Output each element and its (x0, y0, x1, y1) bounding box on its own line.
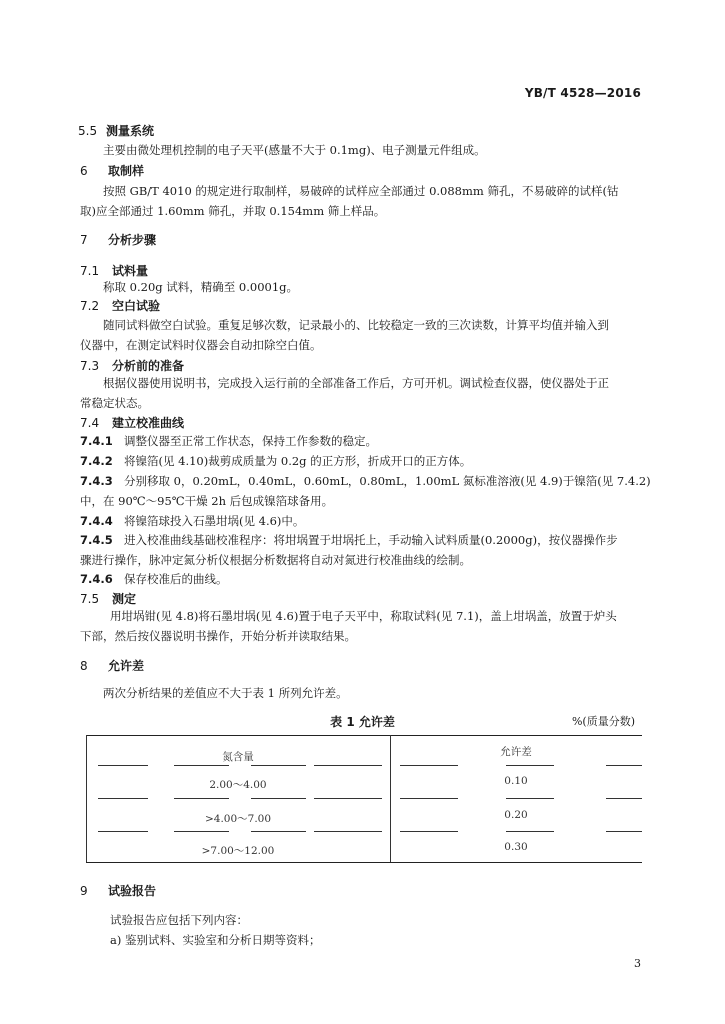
document-code: YB/T 4528—2016 (524, 86, 641, 100)
section-title: 分析步骤 (108, 233, 157, 247)
section-title: 空白试验 (112, 299, 161, 313)
section-6-heading (80, 165, 144, 177)
section-number: 7.3 (80, 359, 100, 373)
table-rule (314, 831, 382, 832)
table-rule (606, 831, 642, 832)
table-cell-nitrogen: >7.00～12.00 (201, 845, 275, 857)
table-rule (506, 798, 554, 799)
paragraph-line: 中，在 90℃～95℃干燥 2h 后包成镍箔球备用。 (80, 494, 334, 508)
table-rule (98, 831, 148, 832)
paragraph-line: 随同试料做空白试验。重复足够次数，记录最小的、比较稳定一致的三次读数，计算平均值并输入到 (103, 318, 609, 332)
paragraph-line: 下部，然后按仪器说明书操作，开始分析并读取结果。 (80, 629, 356, 643)
section-title: 试料量 (112, 264, 149, 278)
table-rule (174, 831, 229, 832)
paragraph-line: 称取 0.20g 试料，精确至 0.0001g。 (103, 280, 299, 294)
subsection-text: 将镍箔球投入石墨坩埚(见 4.6)中。 (124, 514, 305, 528)
subsection-7-4-6 (80, 574, 228, 586)
subsection-text: 保存校准后的曲线。 (124, 572, 228, 586)
table-rule (251, 831, 306, 832)
subsection-7-4-1 (80, 436, 377, 448)
paragraph-line: 取)应全部通过 1.60mm 筛孔，并取 0.154mm 筛上样品。 (80, 204, 386, 218)
section-number: 7.4 (80, 416, 100, 430)
section-7-4-heading (80, 417, 184, 429)
table-rule (314, 765, 382, 766)
paragraph-line: 常稳定状态。 (80, 396, 149, 410)
allowable-difference-table (86, 735, 642, 863)
section-number: 7.5 (80, 592, 100, 606)
subsection-text: 将镍箔(见 4.10)裁剪成质量为 0.2g 的正方形，折成开口的正方体。 (124, 454, 472, 468)
table-rule (251, 798, 306, 799)
section-title: 取制样 (108, 164, 145, 178)
subsection-number: 7.4.6 (80, 572, 113, 586)
paragraph-line: a) 鉴别试料、实验室和分析日期等资料； (110, 933, 321, 947)
table-caption: 表 1 允许差 (330, 715, 395, 729)
section-9-heading (80, 885, 156, 897)
section-number: 7.1 (80, 264, 100, 278)
table-rule (400, 765, 458, 766)
table-rule (506, 831, 554, 832)
section-number: 7 (80, 233, 88, 247)
column-header-nitrogen: 氮含量 (222, 751, 254, 763)
section-7-3-heading (80, 360, 184, 372)
section-7-heading (80, 234, 156, 246)
subsection-number: 7.4.4 (80, 514, 113, 528)
table-rule (314, 798, 382, 799)
subsection-number: 7.4.5 (80, 533, 113, 547)
subsection-text: 进入校准曲线基础校准程序：将坩埚置于坩埚托上，手动输入试料质量(0.2000g)，按仪器操作步 (124, 533, 618, 547)
table-cell-tolerance: 0.10 (504, 775, 528, 787)
section-7-2-heading (80, 300, 160, 312)
paragraph-line: 用坩埚钳(见 4.8)将石墨坩埚(见 4.6)置于电子天平中，称取试料(见 7.1)，盖上坩埚盖，放置于炉头 (110, 609, 617, 623)
section-title: 允许差 (108, 659, 145, 673)
section-number: 9 (80, 884, 88, 898)
table-cell-tolerance: 0.20 (504, 809, 528, 821)
section-title: 试验报告 (108, 884, 157, 898)
paragraph-line: 按照 GB/T 4010 的规定进行取制样，易破碎的试样应全部通过 0.088mm 筛孔，不易破碎的试样(钴 (103, 184, 619, 198)
table-rule (174, 798, 229, 799)
section-7-1-heading (80, 265, 148, 277)
section-number: 5.5 (78, 124, 98, 138)
table-rule (400, 831, 458, 832)
section-number: 6 (80, 164, 88, 178)
subsection-7-4-5 (80, 535, 618, 547)
column-header-tolerance: 允许差 (500, 746, 532, 758)
subsection-number: 7.4.2 (80, 454, 113, 468)
table-rule (400, 798, 458, 799)
table-rule (506, 765, 554, 766)
table-cell-nitrogen: >4.00～7.00 (204, 813, 272, 825)
subsection-7-4-3 (80, 476, 651, 488)
paragraph-line: 试验报告应包括下列内容： (110, 913, 248, 927)
paragraph-line: 主要由微处理机控制的电子天平(感量不大于 0.1mg)、电子测量元件组成。 (103, 143, 486, 157)
table-unit: %(质量分数) (571, 715, 635, 728)
table-cell-nitrogen: 2.00～4.00 (209, 779, 267, 791)
table-top-rule (86, 735, 642, 736)
table-rule (251, 765, 306, 766)
subsection-number: 7.4.3 (80, 474, 113, 488)
table-rule (606, 765, 642, 766)
paragraph-line: 骤进行操作，脉冲定氮分析仪根据分析数据将自动对氮进行校准曲线的绘制。 (80, 553, 471, 567)
section-title: 测量系统 (106, 124, 155, 138)
paragraph-line: 仪器中，在测定试料时仪器会自动扣除空白值。 (80, 338, 322, 352)
paragraph-line: 两次分析结果的差值应不大于表 1 所列允许差。 (103, 686, 348, 700)
section-number: 8 (80, 659, 88, 673)
subsection-7-4-2 (80, 456, 471, 468)
subsection-text: 分别移取 0，0.20mL，0.40mL，0.60mL，0.80mL，1.00mL 氮标准溶液(见 4.9)于镍箔(见 7.4.2) (124, 474, 651, 488)
page-number: 3 (634, 957, 641, 970)
table-rule (98, 765, 148, 766)
table-rule (98, 798, 148, 799)
subsection-text: 调整仪器至正常工作状态，保持工作参数的稳定。 (124, 434, 377, 448)
section-title: 分析前的准备 (112, 359, 185, 373)
table-rule (606, 798, 642, 799)
table-cell-tolerance: 0.30 (504, 841, 528, 853)
section-5-5-heading (78, 125, 154, 137)
section-8-heading (80, 660, 144, 672)
paragraph-line: 根据仪器使用说明书，完成投入运行前的全部准备工作后，方可开机。调试检查仪器，使仪器处于正 (103, 376, 609, 390)
table-bottom-rule (86, 862, 642, 863)
section-title: 建立校准曲线 (112, 416, 185, 430)
subsection-number: 7.4.1 (80, 434, 113, 448)
section-title: 测定 (112, 592, 137, 606)
section-7-5-heading (80, 593, 136, 605)
subsection-7-4-4 (80, 516, 304, 528)
section-number: 7.2 (80, 299, 100, 313)
table-rule (174, 765, 229, 766)
